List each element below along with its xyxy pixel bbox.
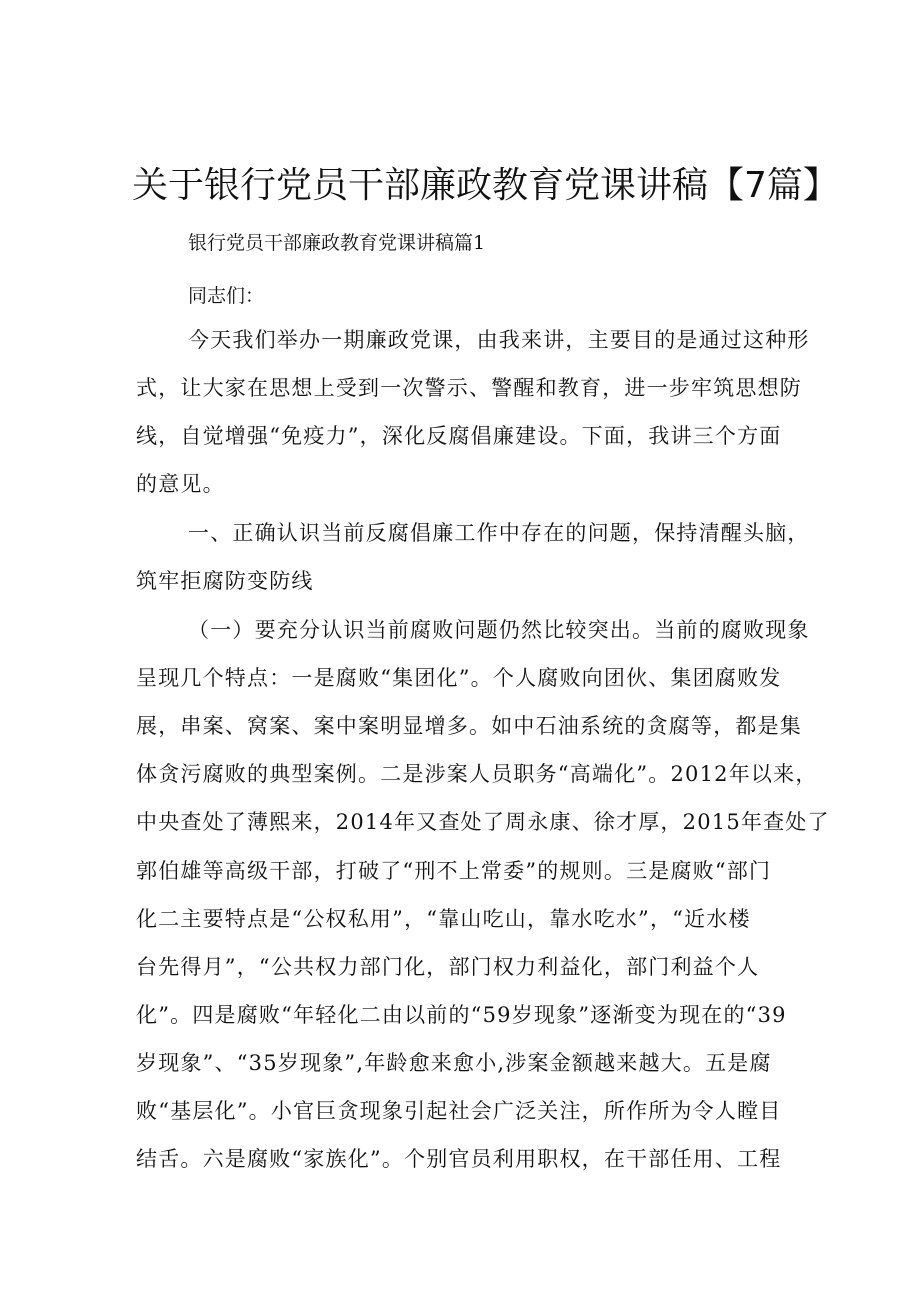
text-line: 体贪污腐败的典型案例。二是涉案人员职务“高端化”。2012年以来， bbox=[136, 762, 818, 786]
text-line: 台先得月”，“公共权力部门化，部门权力利益化，部门利益个人 bbox=[136, 955, 760, 979]
text-line: 筑牢拒腐防变防线 bbox=[136, 569, 314, 593]
text-line: 线，自觉增强“免疫力”，深化反腐倡廉建设。下面，我讲三个方面 bbox=[136, 424, 782, 448]
document-title: 关于银行党员干部廉政教育党课讲稿【7篇】 bbox=[132, 165, 839, 207]
text-line: 今天我们举办一期廉政党课，由我来讲，主要目的是通过这种形 bbox=[188, 328, 810, 352]
section-subtitle: 银行党员干部廉政教育党课讲稿篇1 bbox=[188, 232, 486, 254]
text-line: 的意见。 bbox=[136, 472, 225, 496]
text-line: 化二主要特点是“公权私用”，“靠山吃山，靠水吃水”，“近水楼 bbox=[136, 907, 751, 931]
text-line: 式，让大家在思想上受到一次警示、警醒和教育，进一步牢筑思想防 bbox=[136, 376, 802, 400]
text-line: 展，串案、窝案、案中案明显增多。如中石油系统的贪腐等，都是集 bbox=[136, 714, 802, 738]
text-line: 败“基层化”。小官巨贪现象引起社会广泛关注，所作所为令人瞠目 bbox=[136, 1099, 782, 1123]
text-line: 郭伯雄等高级干部，打破了“刑不上常委”的规则。三是腐败“部门 bbox=[136, 859, 772, 883]
text-line: 结舌。六是腐败“家族化”。个别官员利用职权，在干部任用、工程 bbox=[136, 1147, 782, 1171]
text-line: 岁现象”、“35岁现象”,年龄愈来愈小,涉案金额越来越大。五是腐 bbox=[136, 1051, 772, 1075]
text-line: （一）要充分认识当前腐败问题仍然比较突出。当前的腐败现象 bbox=[188, 618, 810, 642]
text-line: 呈现几个特点：一是腐败“集团化”。个人腐败向团伙、集团腐败发 bbox=[136, 666, 782, 690]
text-line: 一、正确认识当前反腐倡廉工作中存在的问题，保持清醒头脑， bbox=[188, 521, 810, 545]
text-line: 化”。四是腐败“年轻化二由以前的“59岁现象”逐渐变为现在的“39 bbox=[136, 1003, 787, 1027]
salutation: 同志们： bbox=[188, 285, 265, 307]
text-line: 中央查处了薄熙来，2014年又查处了周永康、徐才厚，2015年查处了 bbox=[136, 810, 830, 834]
